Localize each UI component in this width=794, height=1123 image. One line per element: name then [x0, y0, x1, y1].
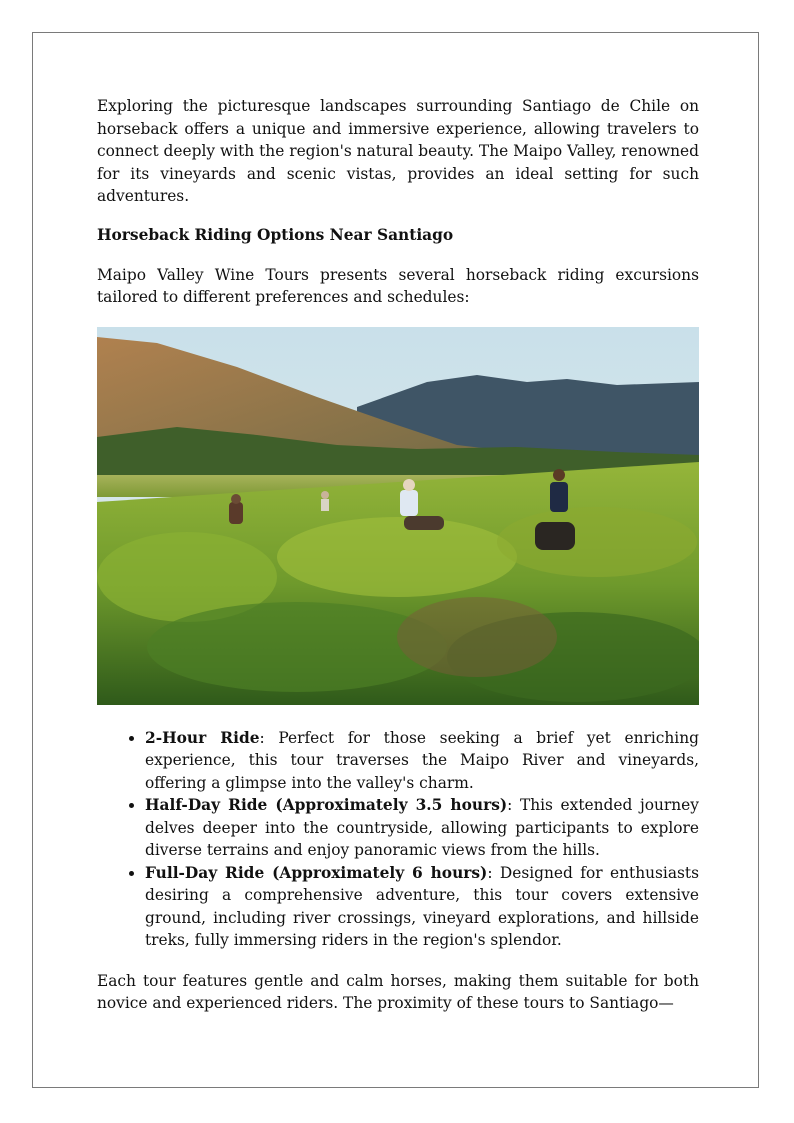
document-content — [97, 95, 699, 1015]
closing-paragraph: Each tour features gentle and calm horses, making them suitable for both novice and experienced riders. The proximity of these tours to Santiago— — [97, 971, 699, 1012]
intro-paragraph: Exploring the picturesque landscapes surrounding Santiago de Chile on horseback offers a unique and immersive experience, allowing travelers to connect deeply with the region's natural beauty. The Maipo Valley, renowned for its vineyards and scenic vistas, provides an ideal setting for such adventures. — [97, 97, 699, 205]
tour-name: Half-Day Ride (Approximately 3.5 hours) — [145, 796, 508, 814]
list-item — [145, 727, 699, 795]
tour-name: 2-Hour Ride — [145, 728, 260, 747]
list-item — [145, 862, 699, 952]
tour-description: Perfect for those seeking a brief yet enriching experience, this tour traverses the Maipo River and vineyards, offering a glimpse into the valley's charm. — [145, 728, 699, 792]
list-item — [145, 794, 699, 862]
tour-description: This extended journey delves deeper into the countryside, allowing participants to explore diverse terrains and enjoy panoramic views from the hills. — [145, 796, 699, 859]
section-heading: Horseback Riding Options Near Santiago — [97, 225, 454, 244]
tour-description: Designed for enthusiasts desiring a comprehensive adventure, this tour covers extensive ground, including river crossings, vineyard explorations, and hillside treks, fully immersing riders in the region's splendor. — [145, 863, 699, 949]
lead-paragraph: Maipo Valley Wine Tours presents several horseback riding excursions tailored to different preferences and schedules: — [97, 265, 699, 306]
tour-list — [97, 727, 699, 952]
vineyard-horseback-photo — [97, 327, 699, 705]
document-page — [32, 32, 759, 1088]
tour-separator: : — [487, 863, 500, 882]
tour-name: Full-Day Ride (Approximately 6 hours) — [145, 863, 488, 882]
tour-separator: : — [259, 728, 279, 747]
tour-separator: : — [507, 796, 520, 814]
